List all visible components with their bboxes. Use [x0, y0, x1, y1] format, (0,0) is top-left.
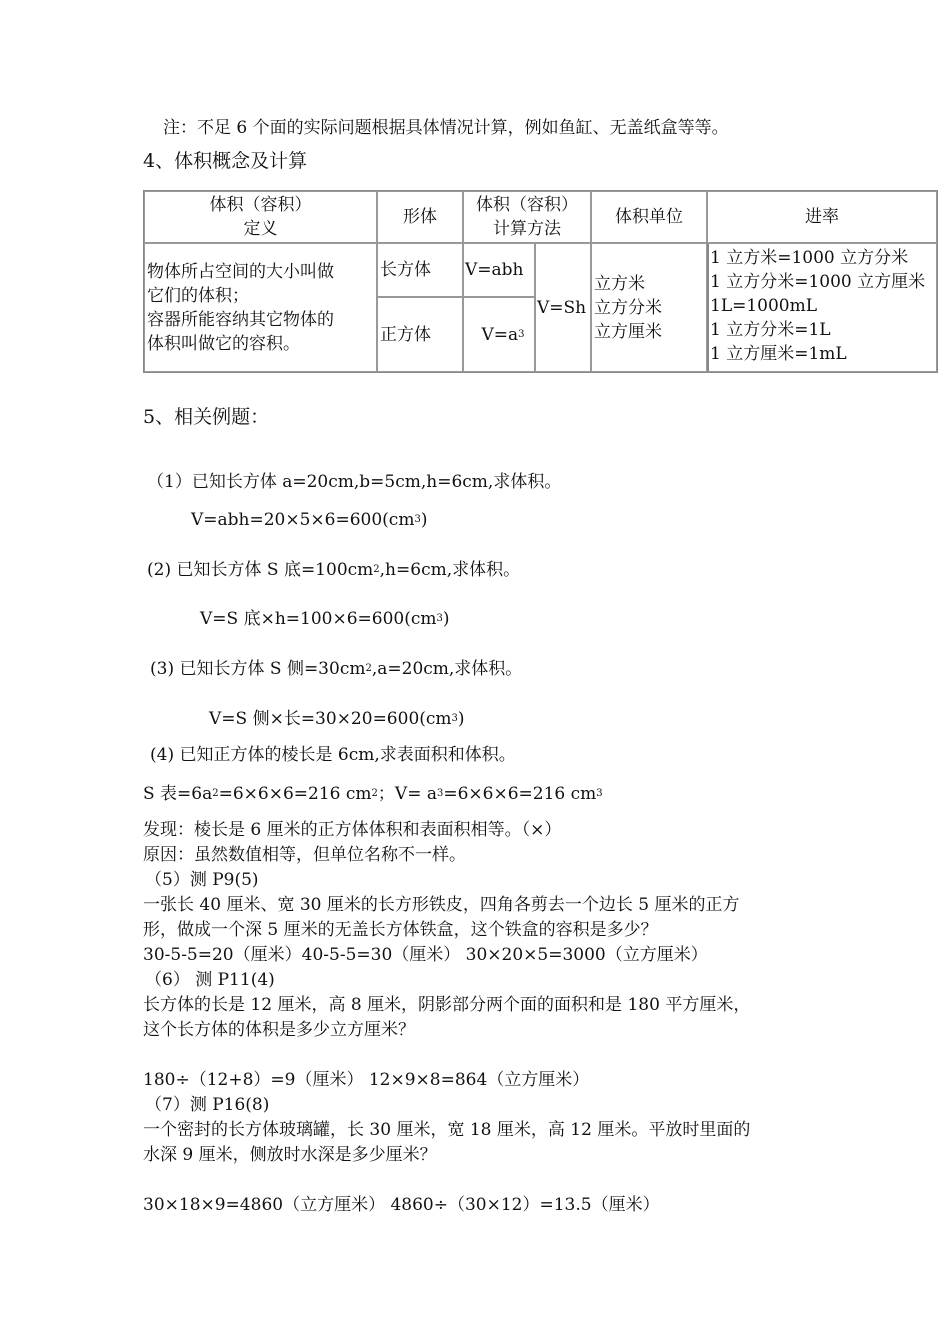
definition-line: 容器所能容纳其它物体的 [147, 309, 334, 330]
example-5-question-line1: 一张长 40 厘米、宽 30 厘米的长方形铁皮，四角各剪去一个边长 5 厘米的正方 [143, 895, 740, 915]
example-3-question-end: ,a=20cm,求体积。 [371, 659, 523, 679]
definition-cell [144, 243, 377, 372]
section-4-title: 4、体积概念及计算 [143, 150, 308, 172]
shape-cube: 正方体 [377, 297, 463, 372]
header-shape: 形体 [377, 191, 463, 243]
example-6-title: （6） 测 P11(4) [145, 970, 275, 990]
formula-general: V=Sh [535, 243, 591, 372]
header-definition-line2: 定义 [243, 219, 278, 239]
superscript: 3 [451, 713, 458, 724]
example-5-title: （5）测 P9(5) [145, 870, 259, 890]
section-5-title: 5、相关例题： [143, 406, 270, 428]
example-3-answer [209, 707, 465, 731]
rate-item: 1 立方厘米=1mL [710, 344, 847, 364]
example-4-question: (4) 已知正方体的棱长是 6cm,求表面积和体积。 [150, 745, 516, 765]
example-1-question: （1）已知长方体 a=20cm,b=5cm,h=6cm,求体积。 [147, 472, 562, 492]
shape-cuboid: 长方体 [377, 243, 463, 297]
rate-item: 1 立方分米=1000 立方厘米 [710, 272, 926, 292]
example-2-question [147, 558, 520, 582]
units-cell [591, 243, 707, 372]
note-text: 注：不足 6 个面的实际问题根据具体情况计算，例如鱼缸、无盖纸盒等等。 [163, 118, 729, 138]
example-1-answer [191, 508, 427, 532]
header-calc-line1: 体积（容积） [476, 195, 578, 215]
example-7-question-line1: 一个密封的长方体玻璃罐，长 30 厘米，宽 18 厘米，高 12 厘米。平放时里面的 [143, 1120, 751, 1140]
example-6-answer: 180÷（12+8）=9（厘米） 12×9×8=864（立方厘米） [143, 1070, 590, 1090]
rate-item: 1 立方米=1000 立方分米 [710, 248, 909, 268]
superscript: 3 [436, 613, 443, 624]
header-definition [144, 191, 377, 243]
superscript: 3 [414, 514, 421, 525]
header-unit: 体积单位 [591, 191, 707, 243]
answer-part: ；V= a [377, 784, 437, 804]
answer-part: =6×6×6=216 cm [443, 784, 597, 804]
unit-item: 立方米 [594, 273, 645, 294]
example-2-question-end: ,h=6cm,求体积。 [379, 560, 521, 580]
formula-cuboid: V=abh [463, 243, 535, 297]
superscript: 2 [373, 564, 380, 575]
unit-item: 立方厘米 [594, 321, 662, 342]
example-3-answer-end: ) [457, 709, 465, 729]
example-3-answer-text: V=S 侧×长=30×20=600(cm [209, 709, 452, 729]
answer-part: S 表=6a [143, 784, 213, 804]
superscript: 2 [212, 788, 219, 799]
formula-cube-exponent: 3 [518, 328, 525, 340]
rate-item: 1L=1000mL [710, 296, 818, 316]
superscript: 2 [365, 663, 372, 674]
example-3-question-text: (3) 已知长方体 S 侧=30cm [150, 659, 366, 679]
formula-cube-base: V=a [481, 324, 519, 345]
answer-part: =6×6×6=216 cm [218, 784, 372, 804]
rates-cell [707, 243, 937, 372]
definition-line: 体积叫做它的容积。 [147, 333, 300, 354]
example-5-question-line2: 形，做成一个深 5 厘米的无盖长方体铁盒，这个铁盒的容积是多少？ [143, 920, 658, 940]
example-7-title: （7）测 P16(8) [145, 1095, 270, 1115]
example-7-answer: 30×18×9=4860（立方厘米） 4860÷（30×12）=13.5（厘米） [143, 1195, 660, 1215]
unit-item: 立方分米 [594, 297, 662, 318]
example-1-answer-text: V=abh=20×5×6=600(cm [191, 510, 415, 530]
rate-item: 1 立方分米=1L [710, 320, 831, 340]
header-rate: 进率 [707, 191, 937, 243]
volume-table [143, 190, 938, 373]
header-calc-line2: 计算方法 [493, 219, 561, 239]
example-2-answer-end: ) [442, 609, 450, 629]
definition-line: 物体所占空间的大小叫做 [147, 261, 334, 282]
example-6-question-line1: 长方体的长是 12 厘米，高 8 厘米，阴影部分两个面的面积和是 180 平方厘米， [143, 995, 751, 1015]
example-7-question-line2: 水深 9 厘米，侧放时水深是多少厘米？ [143, 1145, 437, 1165]
header-definition-line1: 体积（容积） [209, 195, 312, 215]
formula-cube [463, 297, 535, 372]
example-1-answer-end: ) [420, 510, 428, 530]
example-2-answer-text: V=S 底×h=100×6=600(cm [200, 609, 437, 629]
example-3-question [150, 657, 522, 681]
example-5-answer: 30-5-5=20（厘米）40-5-5=30（厘米） 30×20×5=3000（立方厘米） [143, 945, 708, 965]
example-2-question-text: (2) 已知长方体 S 底=100cm [147, 560, 374, 580]
example-4-finding: 发现：棱长是 6 厘米的正方体体积和表面积相等。（×） [143, 820, 562, 840]
header-calculation [463, 191, 591, 243]
superscript: 2 [371, 788, 378, 799]
superscript: 3 [596, 788, 603, 799]
superscript: 3 [436, 788, 444, 799]
definition-line: 它们的体积； [147, 285, 249, 306]
example-4-answer [143, 782, 603, 806]
example-2-answer [200, 607, 450, 631]
example-6-question-line2: 这个长方体的体积是多少立方厘米？ [143, 1020, 415, 1040]
example-4-reason: 原因：虽然数值相等，但单位名称不一样。 [143, 845, 466, 865]
